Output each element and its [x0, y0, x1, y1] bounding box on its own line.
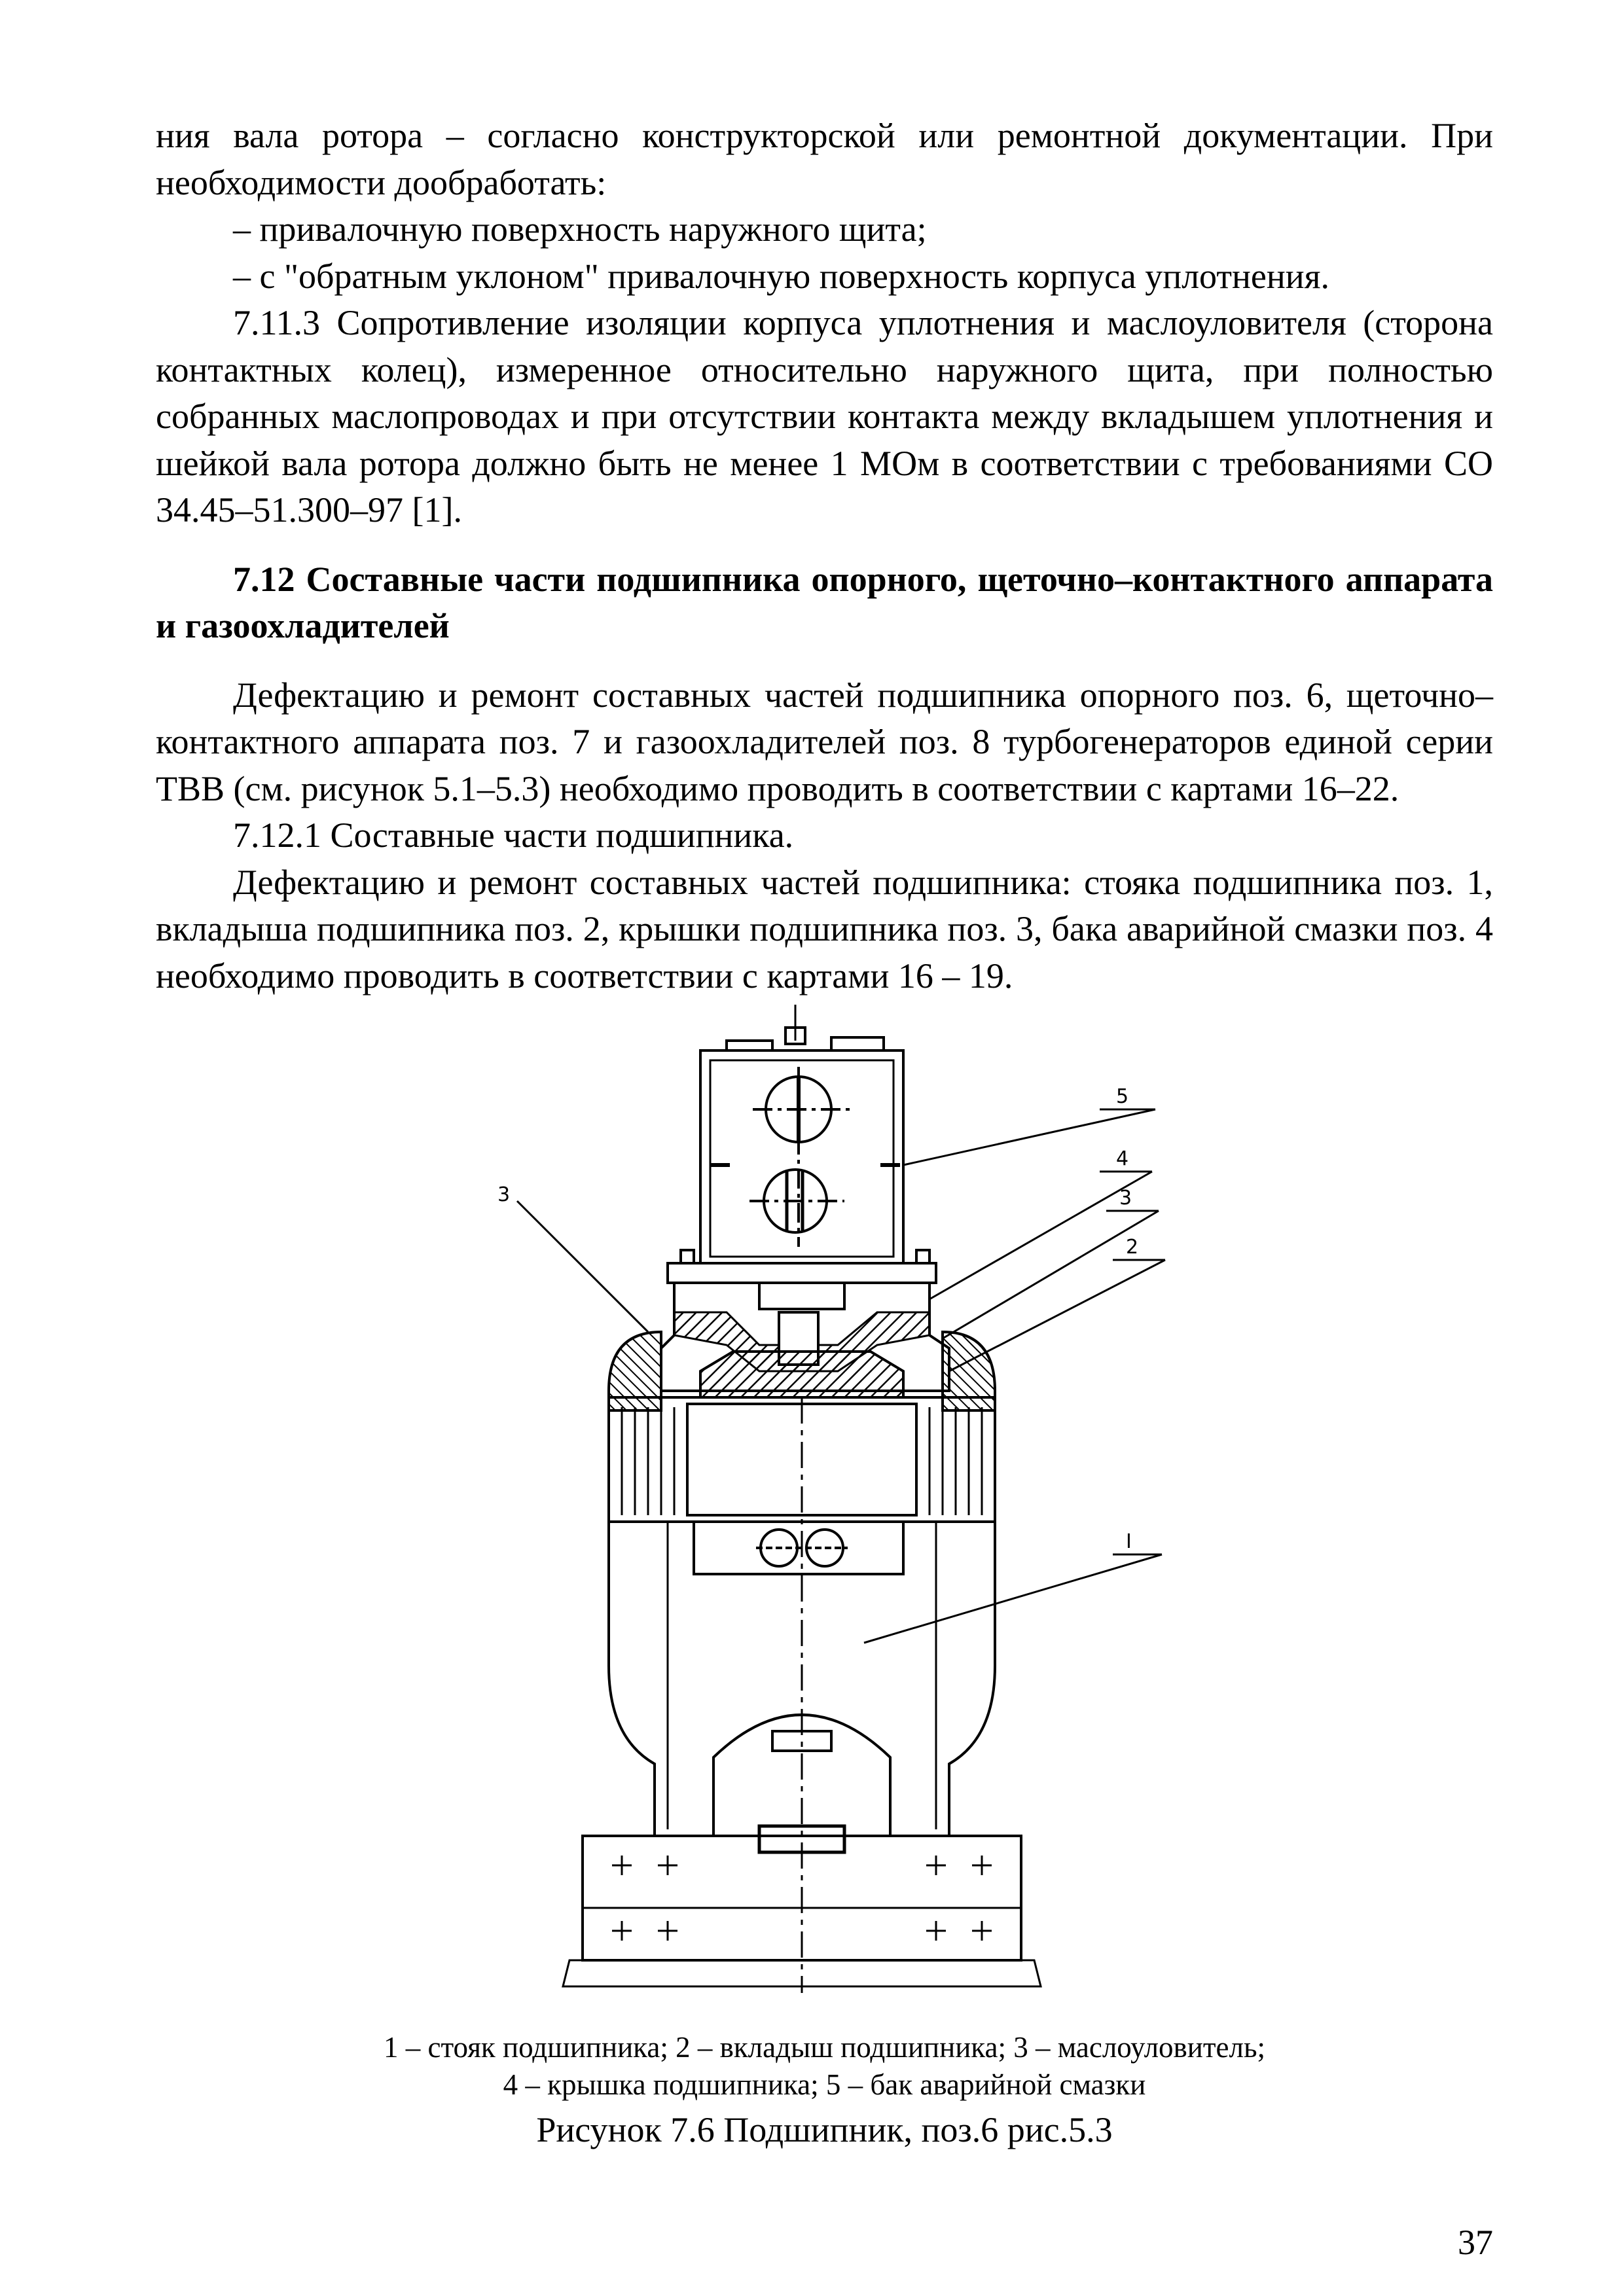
callout-2: 2: [1126, 1236, 1139, 1259]
subsection-heading: 7.12.1 Составные части подшипника.: [233, 816, 794, 855]
page-number: 37: [1458, 2223, 1493, 2262]
figure-caption: Рисунок 7.6 Подшипник, поз.6 рис.5.3: [536, 2110, 1113, 2149]
leader-3-left: [517, 1201, 648, 1332]
bullet-item: – с "обратным уклоном" привалочную поверхность корпуса уплотнения.: [233, 256, 1329, 296]
callout-3-right: 3: [1119, 1187, 1132, 1210]
callout-3-left: 3: [497, 1183, 511, 1206]
paragraph-line: ния вала ротора – согласно конструкторской или ремонтной документации. При: [156, 116, 1493, 155]
paragraph: Дефектацию и ремонт составных частей подшипника: стояка подшипника поз. 1, вкладыша подшипника поз. 2, крышки подшипника поз. 3, бака аварийной смазки поз. 4 необходимо проводить в соответствии с картами 16 – 19.: [156, 862, 1493, 996]
body-text: [156, 113, 1493, 999]
bullet-item: – привалочную поверхность наружного щита;: [233, 209, 927, 249]
legend-line: 1 – стояк подшипника; 2 – вкладыш подшипника; 3 – маслоуловитель;: [384, 2031, 1265, 2064]
paragraph: Дефектацию и ремонт составных частей подшипника опорного поз. 6, щеточно–контактного аппарата поз. 7 и газоохладителей поз. 8 турбогенераторов единой серии ТВВ (см. рисунок 5.1–5.3) необходимо проводить в соответствии с картами 16–22.: [156, 675, 1493, 808]
callout-1: I: [1126, 1530, 1132, 1553]
bearing-drawing-svg: [497, 1005, 1185, 2026]
bearing-liner: [700, 1352, 903, 1397]
leader-1: [864, 1554, 1162, 1643]
bearing-drawing: [497, 1005, 1185, 2026]
figure-legend: [156, 2029, 1493, 2104]
callout-5: 5: [1116, 1085, 1129, 1108]
callout-4: 4: [1116, 1147, 1129, 1170]
paragraph: 7.11.3 Сопротивление изоляции корпуса уплотнения и маслоуловителя (сторона контактных колец), измеренное относительно наружного щита, при полностью собранных маслопроводах и при отсутствии контакта между вкладышем уплотнения и шейкой вала ротора должно быть не менее 1 МОм в соответствии с требованиями СО 34.45–51.300–97 [1].: [156, 303, 1493, 529]
paragraph-line: необходимости дообработать:: [156, 162, 607, 202]
tank-flange: [668, 1263, 936, 1283]
section-heading: 7.12 Составные части подшипника опорного, щеточно–контактного аппарата и газоохладителей: [156, 559, 1493, 645]
legend-line: 4 – крышка подшипника; 5 – бак аварийной смазки: [503, 2068, 1146, 2101]
